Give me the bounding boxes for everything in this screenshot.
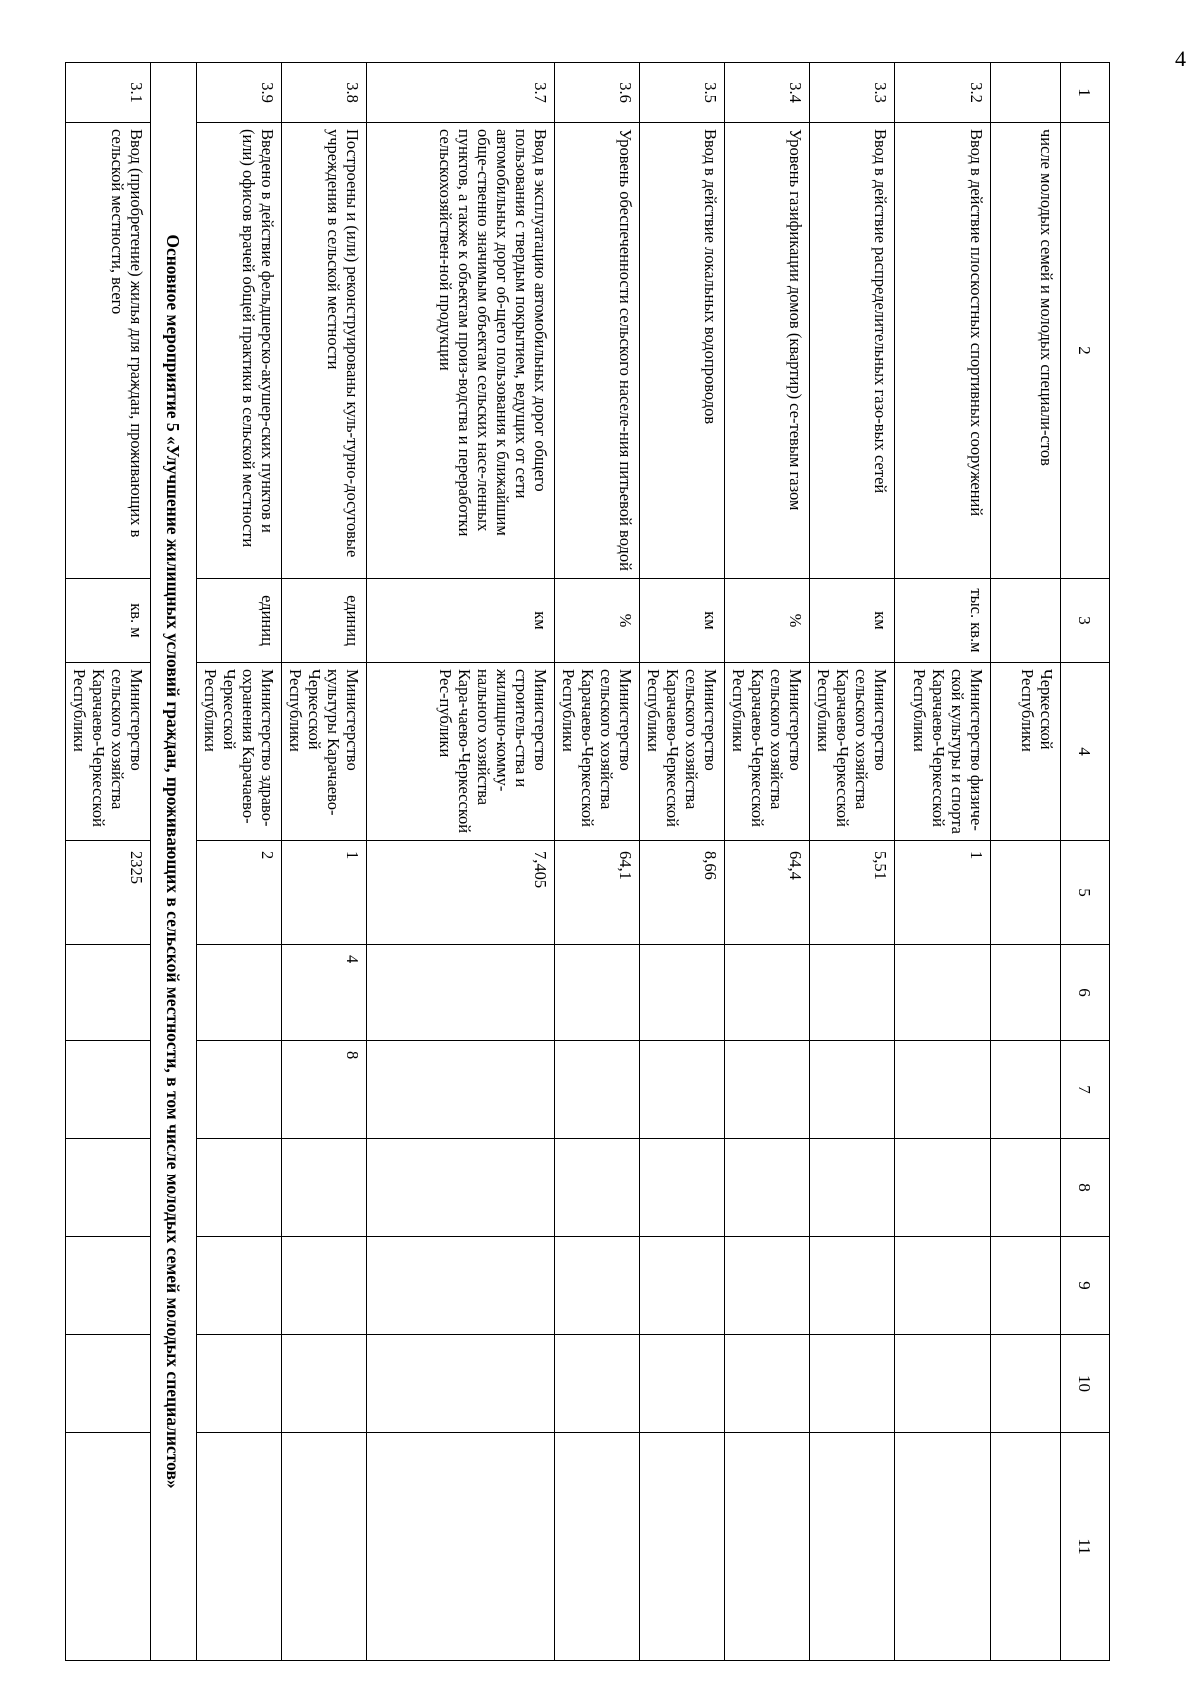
empty-cell [197,1139,282,1237]
responsible-cell: Министерство сельского хозяйства Карачаево-Черкесской Республики [555,663,640,841]
unit-cell: % [725,579,810,663]
value-cell [991,1041,1061,1139]
header-cell: 4 [1061,663,1110,841]
row-number: 3.1 [66,63,151,123]
value-cell [197,1041,282,1139]
empty-cell [555,1139,640,1237]
empty-cell [640,1335,725,1433]
value-cell: 1 [895,841,991,945]
empty-cell [725,1139,810,1237]
responsible-cell: Черкесской Республики [991,663,1061,841]
value-cell: 5,51 [810,841,895,945]
empty-cell [66,1041,151,1139]
table-row [282,63,367,1661]
table-row [367,63,555,1661]
rotated-table-container [70,62,1110,1660]
indicator-name: Построены и (или) реконструированы куль-турно-досуговые учреждения в сельской местности [282,123,367,579]
empty-cell [282,1433,367,1661]
empty-cell [725,1237,810,1335]
empty-cell [640,1433,725,1661]
empty-cell [66,1237,151,1335]
empty-cell [991,1139,1061,1237]
empty-cell [282,1237,367,1335]
empty-cell [810,1139,895,1237]
value-cell [555,1041,640,1139]
row-number: 3.8 [282,63,367,123]
header-cell: 8 [1061,1139,1110,1237]
empty-cell [282,1139,367,1237]
value-cell [991,841,1061,945]
empty-cell [197,1237,282,1335]
value-cell [367,945,555,1041]
table-row [810,63,895,1661]
value-cell: 64,1 [555,841,640,945]
indicator-name: Введено в действие фельдшерско-акушер-ских пунктов и (или) офисов врачей общей практики в сельской местности [197,123,282,579]
empty-cell [66,945,151,1041]
row-number: 3.6 [555,63,640,123]
value-cell [895,945,991,1041]
page-number: 4 [1175,46,1186,71]
empty-cell [367,1433,555,1661]
indicator-name: Ввод (приобретение) жилья для граждан, проживающих в сельской местности, всего [66,123,151,579]
header-cell: 5 [1061,841,1110,945]
row-number: 3.9 [197,63,282,123]
unit-cell: единиц [282,579,367,663]
header-cell: 6 [1061,945,1110,1041]
empty-cell [640,1237,725,1335]
empty-cell [991,1237,1061,1335]
empty-cell [810,1237,895,1335]
value-cell: 1 [282,841,367,945]
empty-cell [367,1237,555,1335]
unit-cell: км [367,579,555,663]
header-cell: 9 [1061,1237,1110,1335]
value-cell: 4 [282,945,367,1041]
empty-cell [895,1433,991,1661]
empty-cell [895,1237,991,1335]
empty-cell [895,1335,991,1433]
header-cell: 10 [1061,1335,1110,1433]
unit-cell: % [555,579,640,663]
value-cell [991,945,1061,1041]
unit-cell: тыс. кв.м [895,579,991,663]
responsible-cell: Министерство культуры Карачаево-Черкесской Республики [282,663,367,841]
empty-cell [555,1237,640,1335]
value-cell [197,945,282,1041]
empty-cell [197,1335,282,1433]
row-number [991,63,1061,123]
row-number: 3.4 [725,63,810,123]
row-number: 3.5 [640,63,725,123]
value-cell: 7,405 [367,841,555,945]
responsible-cell: Министерство сельского хозяйства Карачаево-Черкесской Республики [810,663,895,841]
section-row [151,63,197,1661]
header-cell: 7 [1061,1041,1110,1139]
empty-cell [367,1139,555,1237]
indicator-name: Уровень газификации домов (квартир) се-тевым газом [725,123,810,579]
empty-cell [367,1335,555,1433]
value-cell: 2 [197,841,282,945]
value-cell [725,1041,810,1139]
table-row [895,63,991,1661]
row-number: 3.3 [810,63,895,123]
empty-cell [991,1433,1061,1661]
responsible-cell: Министерство сельского хозяйства Карачаево-Черкесской Республики [66,663,151,841]
header-cell: 3 [1061,579,1110,663]
indicators-table [65,62,1110,1661]
empty-cell [725,1335,810,1433]
responsible-cell: Министерство сельского хозяйства Карачаево-Черкесской Республики [640,663,725,841]
table-row [725,63,810,1661]
value-cell [895,1041,991,1139]
empty-cell [66,1335,151,1433]
value-cell: 64,4 [725,841,810,945]
section-title: Основное мероприятие 5 «Улучшение жилищных условий граждан, проживающих в сельской местности, в том числе молодых семей молодых специалистов» [151,63,197,1661]
value-cell [725,945,810,1041]
empty-cell [725,1433,810,1661]
table-row [197,63,282,1661]
value-cell [810,1041,895,1139]
empty-cell [66,1139,151,1237]
unit-cell [991,579,1061,663]
indicator-name: Ввод в действие локальных водопроводов [640,123,725,579]
responsible-cell: Министерство строитель-ства и жилищно-комму-нального хозяйства Кара-чаево-Черкесской Рес-публики [367,663,555,841]
indicator-name: Ввод в действие распределительных газо-вых сетей [810,123,895,579]
indicator-name: Ввод в эксплуатацию автомобильных дорог общего пользования с твердым покрытием, ведущих от сети автомобильных дорог об-щего пользования к ближайшим обще-ственно значимым объектам сельских насе-ленных пунктов, а также к объектам произ-водства и переработки сельскохозяйствен-ной продукции [367,123,555,579]
empty-cell [640,1139,725,1237]
empty-cell [555,1433,640,1661]
header-cell: 1 [1061,63,1110,123]
table-row [640,63,725,1661]
row-number: 3.7 [367,63,555,123]
indicator-name: Уровень обеспеченности сельского населе-ния питьевой водой [555,123,640,579]
header-row [1061,63,1110,1661]
header-cell: 11 [1061,1433,1110,1661]
empty-cell [895,1139,991,1237]
unit-cell: км [810,579,895,663]
responsible-cell: Министерство сельского хозяйства Карачаево-Черкесской Республики [725,663,810,841]
value-cell: 2325 [66,841,151,945]
empty-cell [810,1335,895,1433]
value-cell [640,1041,725,1139]
value-cell [367,1041,555,1139]
unit-cell: единиц [197,579,282,663]
empty-cell [810,1433,895,1661]
responsible-cell: Министерство физиче-ской культуры и спорта Карачаево-Черкесской Республики [895,663,991,841]
indicator-name: числе молодых семей и молодых специали-стов [991,123,1061,579]
header-cell: 2 [1061,123,1110,579]
indicator-name: Ввод в действие плоскостных спортивных сооружений [895,123,991,579]
empty-cell [555,1335,640,1433]
value-cell: 8 [282,1041,367,1139]
table-row [66,63,151,1661]
empty-cell [991,1335,1061,1433]
empty-cell [282,1335,367,1433]
value-cell [810,945,895,1041]
value-cell: 8,66 [640,841,725,945]
responsible-cell: Министерство здраво-охранения Карачаево-Черкесской Республики [197,663,282,841]
table-row [555,63,640,1661]
unit-cell: км [640,579,725,663]
table-row [991,63,1061,1661]
row-number: 3.2 [895,63,991,123]
empty-cell [66,1433,151,1661]
unit-cell: кв. м [66,579,151,663]
value-cell [640,945,725,1041]
value-cell [555,945,640,1041]
empty-cell [197,1433,282,1661]
